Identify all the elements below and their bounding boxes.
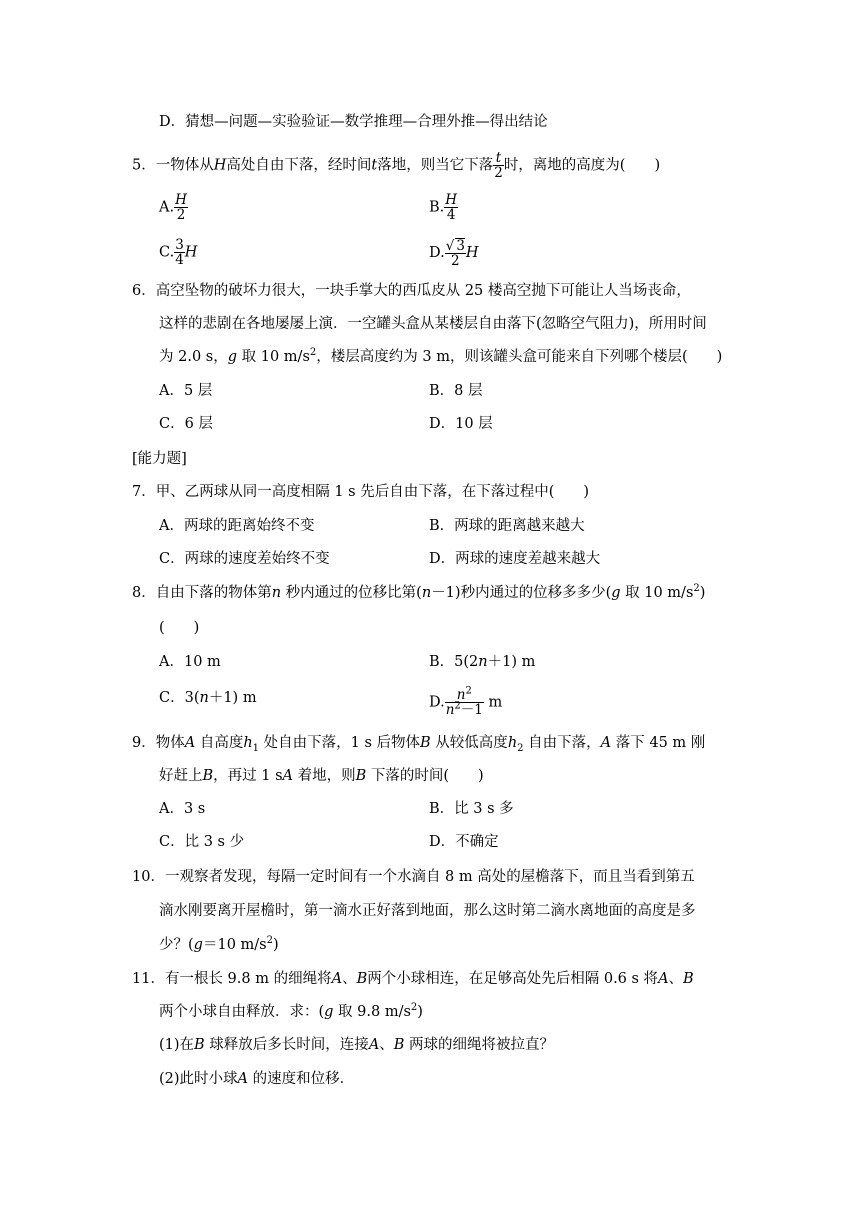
q4-option-d: D．猜想—问题—实验验证—数学推理—合理外推—得出结论 [159,114,548,130]
q6-line-1: 6．高空坠物的破坏力很大，一块手掌大的西瓜皮从 25 楼高空抛下可能让人当场丧命， [132,283,691,299]
q9-line-2: 好赶上B，再过 1 sA 着地，则B 下落的时间( ) [159,768,484,784]
q9-option-a: A．3 s [159,801,206,817]
q7-option-b: B．两球的距离越来越大 [429,518,585,534]
q8-option-a: A．10 m [159,654,221,670]
q9-option-b: B．比 3 s 多 [429,801,514,817]
q10-line-1: 10．一观察者发现，每隔一定时间有一个水滴自 8 m 高处的屋檐落下，而且当看到第五 [132,869,695,885]
q7-stem: 7．甲、乙两球从同一高度相隔 1 s 先后自由下落，在下落过程中( ) [132,484,590,500]
q9-line-1: 9．物体A 自高度$h_1$ 处自由下落，1 s 后物体B 从较低高度$h_2$ 自由下落，A 落下 45 m 刚 [132,735,706,754]
q8-answer-paren: ( ) [159,620,200,636]
q6-option-b: B．8 层 [429,383,483,399]
q5-option-b: B. $\frac{H}{4}$ [429,192,458,223]
q7-option-c: C．两球的速度差始终不变 [159,551,330,567]
q8-option-d: D. $\frac{n^2}{n^2-1}$ m [429,685,503,718]
q9-option-d: D．不确定 [429,834,499,850]
q7-option-a: A．两球的距离始终不变 [159,518,315,534]
q10-line-3: 少？(g＝10 $m/s^2$) [159,935,279,953]
q10-line-2: 滴水刚要离开屋檐时，第一滴水正好落到地面，那么这时第二滴水离地面的高度是多 [159,903,696,919]
q8-stem: 8．自由下落的物体第n 秒内通过的位移比第(n－1)秒内通过的位移多多少(g 取 10 $m/s^2$) [132,583,706,601]
q8-option-c: C．3(n＋1) m [159,690,257,706]
q5-stem: 5．一物体从H高处自由下落，经时间t落地，则当它下落 $\frac{t}{2}$ 时，离地的高度为( ) [132,150,661,181]
q6-option-c: C．6 层 [159,416,213,432]
q8-option-b: B．5(2n＋1) m [429,654,536,670]
q6-line-2: 这样的悲剧在各地屡屡上演．一空罐头盒从某楼层自由落下(忽略空气阻力)，所用时间 [159,316,707,332]
q11-line-2: 两个小球自由释放．求：(g 取 9.8 $m/s^2$) [159,1002,423,1020]
q5-option-c: C. $\frac{3}{4}$ H [159,237,198,268]
q11-part-2: (2)此时小球A 的速度和位移． [159,1071,355,1087]
q11-part-1: (1)在B 球释放后多长时间，连接A、B 两球的细绳将被拉直？ [159,1037,555,1053]
sqrt-symbol-icon: √ [445,238,455,254]
q5-fraction-t-over-2: $\frac{t}{2}$ [494,150,503,181]
q6-option-d: D．10 层 [429,416,493,432]
q5-option-a: A. $\frac{H}{2}$ [159,192,187,223]
q6-option-a: A．5 层 [159,383,213,399]
section-heading: [能力题] [132,451,187,467]
q5-option-d: D. $\frac{√ 3}{2}$ H [429,238,479,269]
q7-option-d: D．两球的速度差越来越大 [429,551,601,567]
q11-line-1: 11．有一根长 9.8 m 的细绳将A、B两个小球相连，在足够高处先后相隔 0.6 s 将A、B [132,971,694,987]
q6-line-3: 为 2.0 s，g 取 10 $m/s^2$，楼层高度约为 3 m，则该罐头盒可能来自下列哪个楼层( ) [159,347,723,365]
q9-option-c: C．比 3 s 少 [159,834,245,850]
